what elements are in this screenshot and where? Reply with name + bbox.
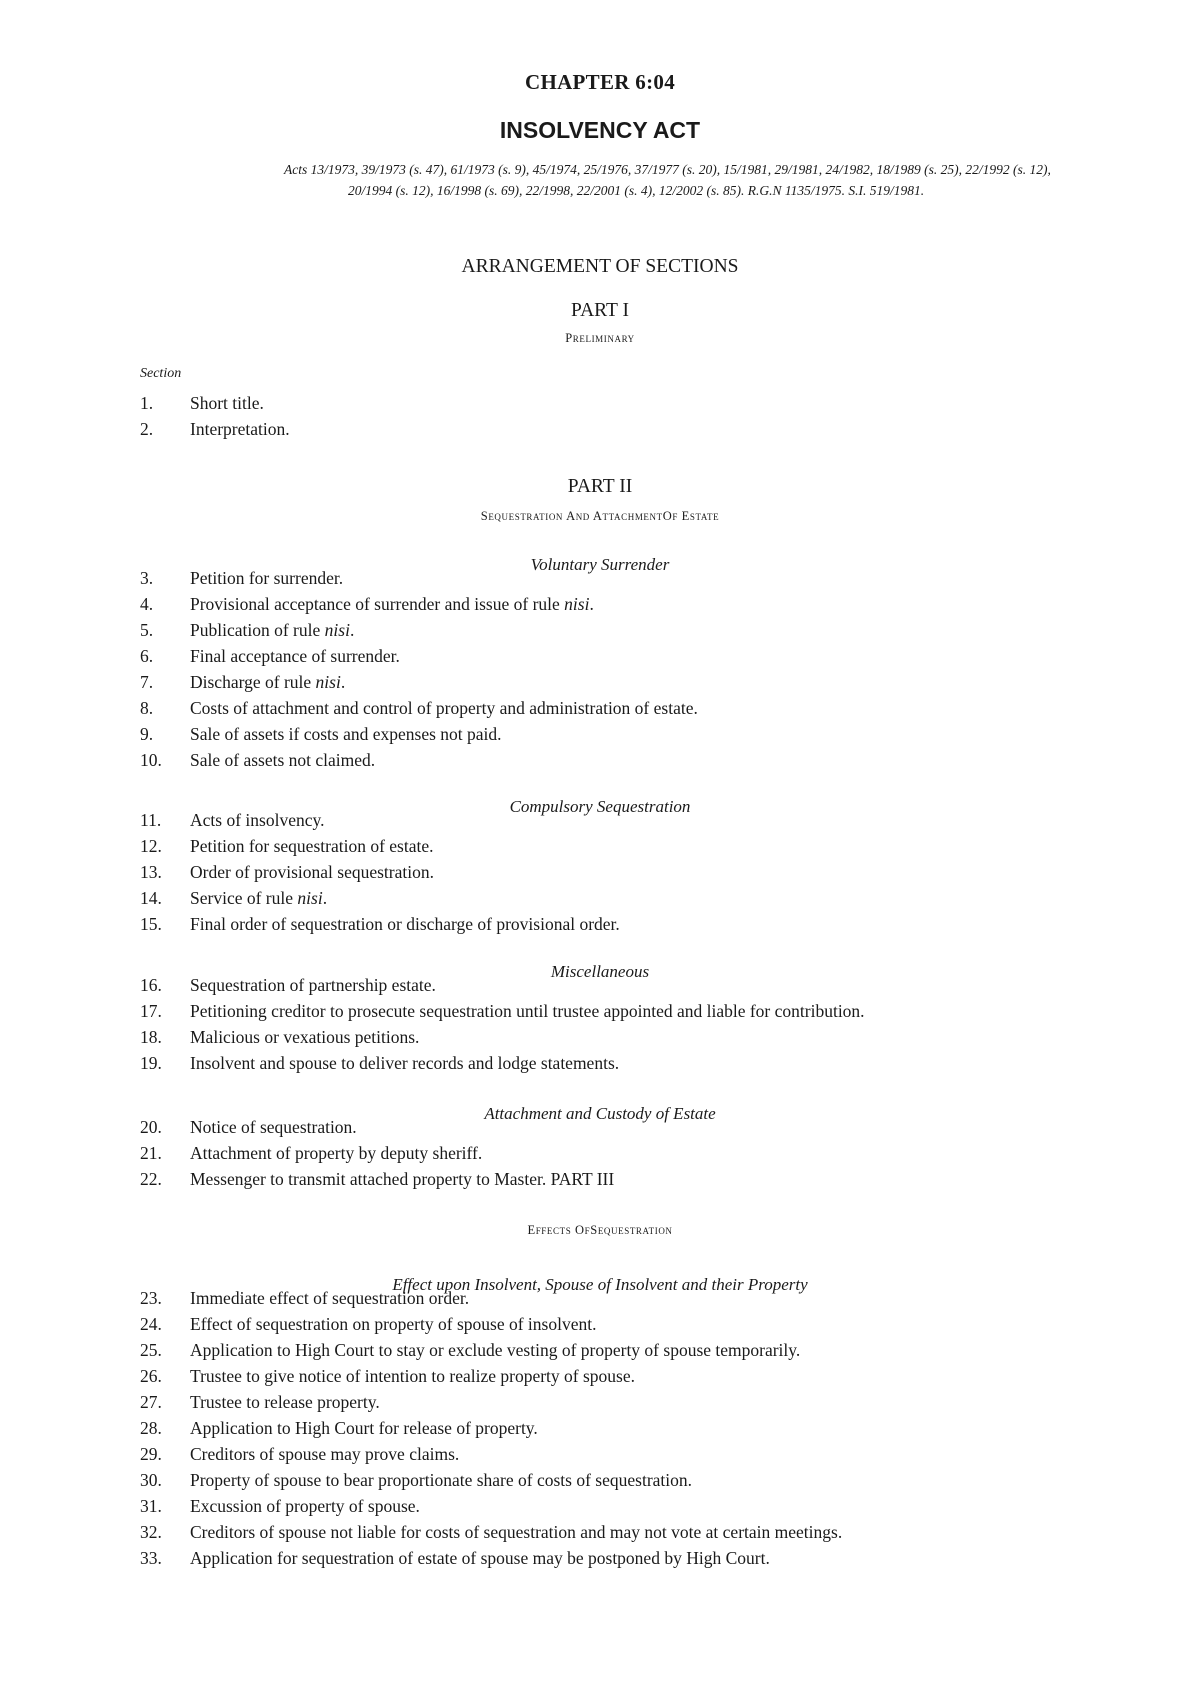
section-title-text: Immediate effect of sequestration order. [190, 1288, 470, 1308]
section-item [140, 393, 1140, 414]
section-title-suffix: . [349, 620, 355, 640]
chapter-heading: CHAPTER 6:04 [524, 70, 675, 94]
section-title [190, 698, 698, 718]
section-title-suffix: . [322, 888, 328, 908]
section-title-text: Property of spouse to bear proportionate share of costs of sequestration. [190, 1470, 693, 1490]
section-title [190, 620, 354, 640]
section-item [140, 975, 1140, 996]
section-title-text: Sequestration of partnership estate. [190, 975, 436, 995]
section-number: 18. [140, 1027, 162, 1047]
part-i-title: Preliminary [565, 331, 635, 345]
section-item [140, 724, 1140, 745]
section-title [190, 1027, 419, 1047]
section-number: 5. [140, 620, 154, 640]
section-item [140, 698, 1140, 719]
section-item [140, 620, 1140, 641]
section-item [140, 1027, 1140, 1048]
section-title [190, 1366, 635, 1386]
section-item [140, 1444, 1140, 1465]
section-title [190, 1548, 770, 1568]
section-item [140, 594, 1140, 615]
section-title-latin-term: nisi [297, 888, 323, 908]
section-title [190, 1117, 357, 1137]
subheading-voluntary-surrender: Voluntary Surrender [530, 555, 670, 574]
section-item [140, 1418, 1140, 1439]
section-number: 19. [140, 1053, 162, 1073]
subheading-compulsory-sequestration: Compulsory Sequestration [509, 797, 691, 816]
section-number: 33. [140, 1548, 162, 1568]
section-item [140, 1340, 1140, 1361]
section-title [190, 1444, 459, 1464]
section-number: 10. [140, 750, 162, 770]
section-item [140, 888, 1140, 909]
section-title [190, 750, 375, 770]
section-number: 28. [140, 1418, 162, 1438]
section-title-text: Publication of rule [190, 620, 325, 640]
section-title-latin-term: nisi [324, 620, 350, 640]
section-title [190, 594, 594, 614]
section-item [140, 1143, 1140, 1164]
section-column-label: Section [140, 366, 182, 381]
section-title [190, 1143, 482, 1163]
section-title-text: Service of rule [190, 888, 298, 908]
section-number: 1. [140, 393, 154, 413]
section-item [140, 862, 1140, 883]
section-title [190, 1001, 865, 1021]
section-title [190, 1053, 619, 1073]
section-title [190, 1522, 842, 1542]
section-item [140, 1496, 1140, 1517]
section-title [190, 393, 264, 413]
section-number: 8. [140, 698, 154, 718]
section-title-text: Final order of sequestration or discharge of provisional order. [190, 914, 620, 934]
section-title-text: Trustee to release property. [190, 1392, 380, 1412]
section-item [140, 1522, 1140, 1543]
section-number: 3. [140, 568, 154, 588]
section-title [190, 568, 343, 588]
section-title-text: Trustee to give notice of intention to realize property of spouse. [190, 1366, 636, 1386]
section-item [140, 1169, 1140, 1190]
section-title-text: Petition for sequestration of estate. [190, 836, 434, 856]
section-item [140, 1314, 1140, 1335]
section-number: 16. [140, 975, 162, 995]
section-title [190, 724, 502, 744]
section-number: 31. [140, 1496, 162, 1516]
section-number: 27. [140, 1392, 162, 1412]
section-number: 17. [140, 1001, 162, 1021]
section-item [140, 914, 1140, 935]
section-title-text: Final acceptance of surrender. [190, 646, 400, 666]
section-item [140, 1470, 1140, 1491]
section-number: 9. [140, 724, 154, 744]
section-number: 12. [140, 836, 162, 856]
section-title [190, 1496, 420, 1516]
section-number: 25. [140, 1340, 162, 1360]
section-number: 7. [140, 672, 154, 692]
section-item [140, 1117, 1140, 1138]
section-title-text: Short title. [190, 393, 264, 413]
section-number: 26. [140, 1366, 162, 1386]
section-title-text: Interpretation. [190, 419, 290, 439]
subheading-attachment-custody: Attachment and Custody of Estate [484, 1104, 716, 1123]
section-title [190, 1418, 538, 1438]
part-ii-title: Sequestration And AttachmentOf Estate [480, 509, 720, 523]
subheading-effect-upon-insolvent: Effect upon Insolvent, Spouse of Insolvent and their Property [392, 1275, 808, 1294]
section-title-latin-term: nisi [564, 594, 590, 614]
section-number: 4. [140, 594, 154, 614]
section-title-text: Effect of sequestration on property of spouse of insolvent. [190, 1314, 597, 1334]
section-title-text: Sale of assets not claimed. [190, 750, 376, 770]
section-number: 13. [140, 862, 162, 882]
section-title [190, 1314, 596, 1334]
part-iii-title: Effects OfSequestration [527, 1223, 673, 1237]
section-title-text: Acts of insolvency. [190, 810, 325, 830]
section-title [190, 888, 327, 908]
section-number: 32. [140, 1522, 162, 1542]
section-title-suffix: . [589, 594, 594, 614]
section-item [140, 836, 1140, 857]
section-title-text: Discharge of rule [190, 672, 316, 692]
section-title [190, 672, 345, 692]
section-title-text: Costs of attachment and control of property and administration of estate. [190, 698, 698, 718]
section-item [140, 646, 1140, 667]
section-item [140, 750, 1140, 771]
section-title-text: Messenger to transmit attached property to Master. PART III [190, 1169, 615, 1189]
subheading-miscellaneous: Miscellaneous [550, 962, 650, 981]
section-number: 6. [140, 646, 154, 666]
section-title-text: Order of provisional sequestration. [190, 862, 434, 882]
section-number: 23. [140, 1288, 162, 1308]
section-title-text: Creditors of spouse may prove claims. [190, 1444, 460, 1464]
section-title [190, 419, 290, 439]
section-title-text: Application to High Court for release of property. [190, 1418, 538, 1438]
section-item [140, 1001, 1140, 1022]
section-title [190, 1340, 800, 1360]
section-title-text: Notice of sequestration. [190, 1117, 357, 1137]
section-title [190, 914, 620, 934]
section-title [190, 810, 324, 830]
section-title [190, 862, 434, 882]
amending-acts-citation: Acts 13/1973, 39/1973 (s. 47), 61/1973 (s. 9), 45/1974, 25/1976, 37/1977 (s. 20), 15/1981, 29/1981, 24/1982, 18/1989 (s. 25), 22/1992 (s. 12), 20/1994 (s. 12), 16/1998 (s. 69), 22/1998, 22/2001 (s. 4), 12/2002 (s. 85). R.G.N 1135/1975. S.I. 519/1981. [284, 162, 1051, 198]
section-title-text: Petitioning creditor to prosecute sequestration until trustee appointed and liable for contribution. [190, 1001, 865, 1021]
section-title-text: Creditors of spouse not liable for costs of sequestration and may not vote at certain meetings. [190, 1522, 843, 1542]
section-title-text: Sale of assets if costs and expenses not paid. [190, 724, 502, 744]
section-title-latin-term: nisi [315, 672, 341, 692]
section-number: 2. [140, 419, 154, 439]
section-title-text: Excussion of property of spouse. [190, 1496, 420, 1516]
section-title [190, 1392, 380, 1412]
section-number: 21. [140, 1143, 162, 1163]
section-title-text: Petition for surrender. [190, 568, 344, 588]
part-i-heading: PART I [571, 300, 629, 321]
section-title-text: Attachment of property by deputy sheriff. [190, 1143, 483, 1163]
section-title-suffix: . [340, 672, 346, 692]
section-item [140, 1053, 1140, 1074]
section-number: 30. [140, 1470, 162, 1490]
section-number: 14. [140, 888, 162, 908]
section-title [190, 1470, 692, 1490]
section-item [140, 1288, 1140, 1309]
section-number: 22. [140, 1169, 162, 1189]
section-item [140, 568, 1140, 589]
section-item [140, 810, 1140, 831]
section-number: 20. [140, 1117, 162, 1137]
arrangement-heading: ARRANGEMENT OF SECTIONS [461, 256, 739, 277]
section-title-text: Insolvent and spouse to deliver records and lodge statements. [190, 1053, 620, 1073]
section-title-text: Application to High Court to stay or exclude vesting of property of spouse temporarily. [190, 1340, 801, 1360]
section-number: 29. [140, 1444, 162, 1464]
section-title [190, 1288, 469, 1308]
section-item [140, 1366, 1140, 1387]
section-number: 15. [140, 914, 162, 934]
section-item [140, 1548, 1140, 1569]
section-title-text: Malicious or vexatious petitions. [190, 1027, 420, 1047]
part-ii-heading: PART II [567, 476, 633, 497]
section-item [140, 1392, 1140, 1413]
section-title-text: Provisional acceptance of surrender and issue of rule [190, 594, 565, 614]
section-title-text: Application for sequestration of estate of spouse may be postponed by High Court. [190, 1548, 770, 1568]
section-number: 24. [140, 1314, 162, 1334]
section-item [140, 419, 1140, 440]
section-title [190, 1169, 614, 1189]
section-title [190, 646, 400, 666]
section-number: 11. [140, 810, 162, 830]
act-title: INSOLVENCY ACT [499, 117, 701, 143]
section-title [190, 975, 436, 995]
section-title [190, 836, 433, 856]
section-item [140, 672, 1140, 693]
